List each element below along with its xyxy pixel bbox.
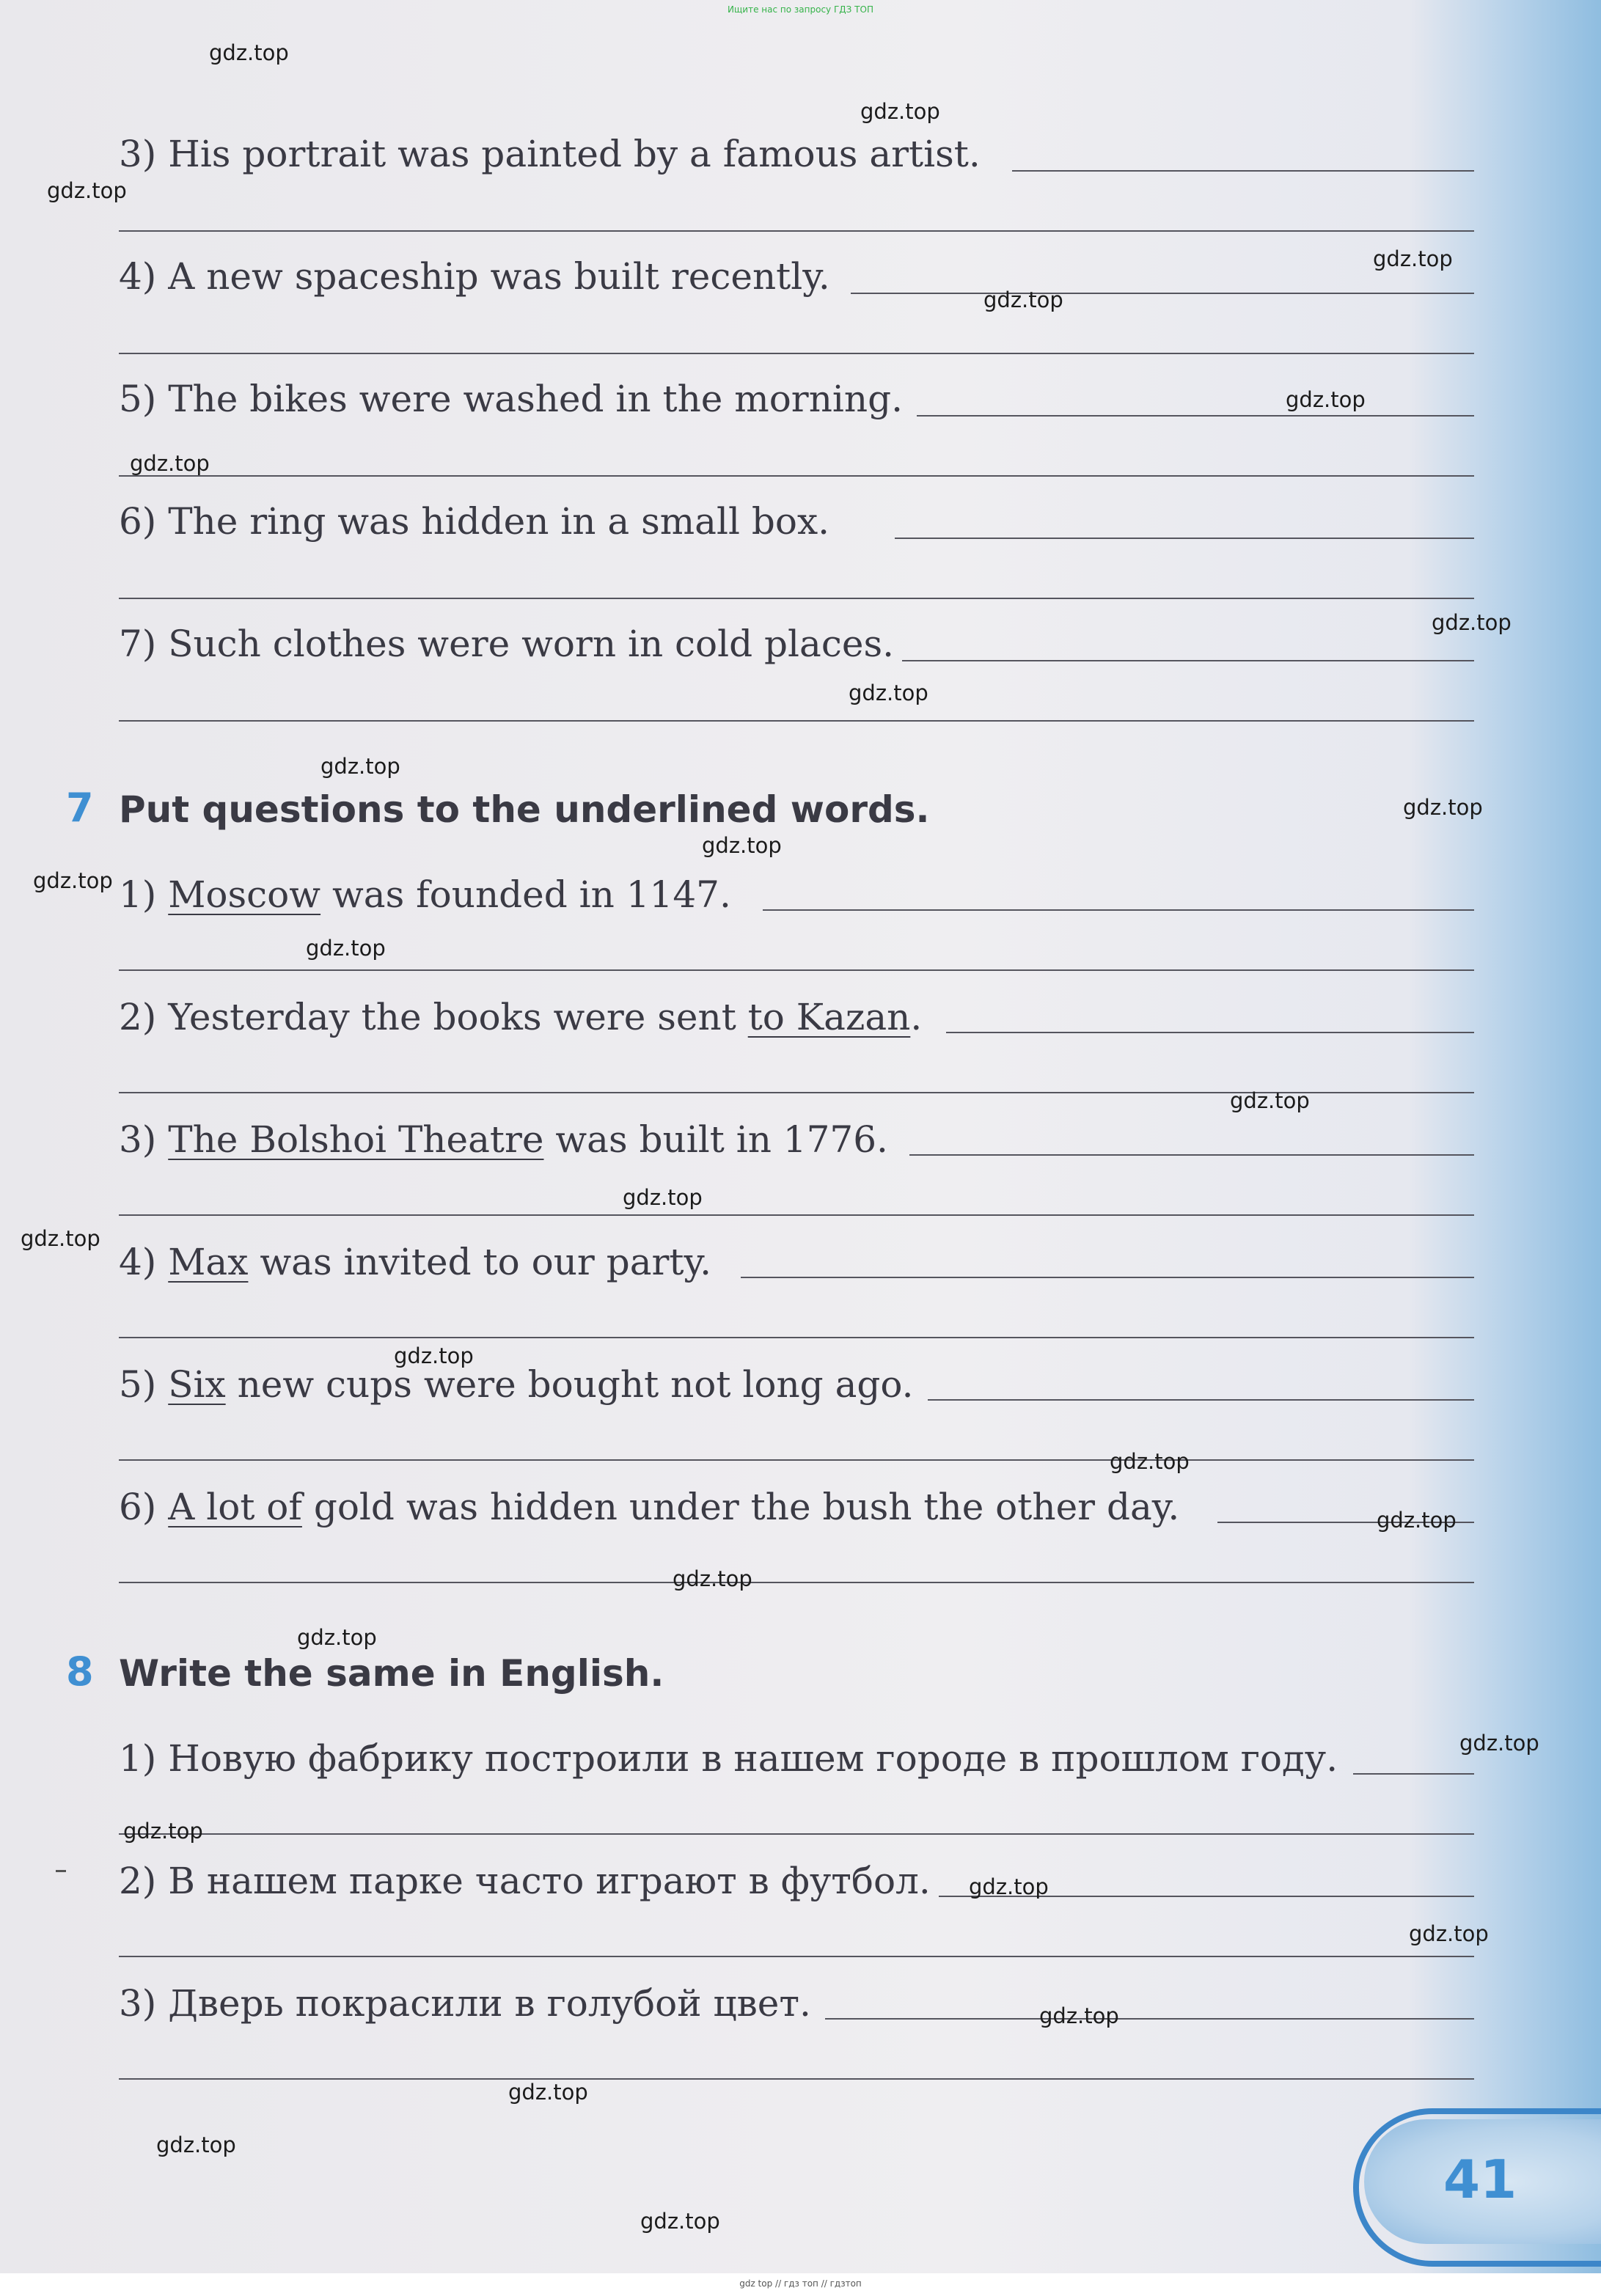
watermark: gdz.top — [1286, 387, 1366, 412]
margin-mark — [56, 1870, 66, 1872]
top-banner: Ищите нас по запросу ГДЗ ТОП — [728, 4, 873, 15]
answer-line — [119, 1582, 1474, 1583]
ex7-item-6: 6) A lot of gold was hidden under the bush the other day. — [119, 1486, 1180, 1528]
answer-line — [763, 909, 1474, 911]
answer-line — [119, 475, 1474, 477]
watermark: gdz.top — [394, 1343, 474, 1368]
answer-line — [119, 2078, 1474, 2080]
answer-line — [1353, 1773, 1474, 1775]
watermark: gdz.top — [702, 833, 782, 858]
watermark: gdz.top — [306, 936, 386, 961]
bottom-banner — [0, 2273, 1601, 2296]
watermark: gdz.top — [860, 99, 940, 124]
answer-line — [909, 1154, 1474, 1156]
watermark: gdz.top — [849, 681, 928, 705]
prev-item-6: 6) The ring was hidden in a small box. — [119, 500, 830, 543]
watermark: gdz.top — [123, 1819, 203, 1844]
answer-line — [946, 1032, 1474, 1033]
exercise-title: Write the same in English. — [119, 1652, 664, 1695]
watermark: gdz.top — [209, 40, 289, 65]
watermark: gdz.top — [508, 2080, 588, 2105]
answer-line — [741, 1277, 1474, 1278]
watermark: gdz.top — [1432, 610, 1512, 635]
ex7-item-4: 4) Max was invited to our party. — [119, 1241, 712, 1283]
bottom-banner-text: gdz top // гдз топ // гдзтоп — [739, 2278, 862, 2289]
watermark: gdz.top — [33, 868, 113, 893]
answer-line — [1012, 170, 1474, 172]
prev-item-4: 4) A new spaceship was built recently. — [119, 255, 830, 298]
watermark: gdz.top — [623, 1185, 703, 1210]
answer-line — [119, 1337, 1474, 1338]
ex7-item-2: 2) Yesterday the books were sent to Kazan. — [119, 996, 923, 1038]
ex7-item-3: 3) The Bolshoi Theatre was built in 1776. — [119, 1118, 888, 1161]
ex8-item-2: 2) В нашем парке часто играют в футбол. — [119, 1860, 931, 1902]
answer-line — [928, 1399, 1474, 1401]
watermark: gdz.top — [1403, 795, 1483, 820]
watermark: gdz.top — [320, 754, 400, 779]
answer-line — [825, 2018, 1474, 2020]
watermark: gdz.top — [673, 1566, 752, 1591]
answer-line — [119, 230, 1474, 232]
watermark: gdz.top — [1110, 1449, 1190, 1474]
prev-item-5: 5) The bikes were washed in the morning. — [119, 378, 903, 420]
answer-line — [119, 969, 1474, 971]
answer-line — [902, 660, 1474, 661]
watermark: gdz.top — [47, 178, 127, 203]
ex7-item-1: 1) Moscow was founded in 1147. — [119, 873, 731, 916]
ex7-item-5: 5) Six new cups were bought not long ago. — [119, 1363, 914, 1406]
watermark: gdz.top — [640, 2209, 720, 2234]
answer-line — [119, 1214, 1474, 1216]
watermark: gdz.top — [1230, 1088, 1310, 1113]
exercise-number: 7 — [66, 785, 94, 831]
watermark: gdz.top — [1373, 246, 1453, 271]
watermark: gdz.top — [297, 1625, 377, 1650]
exercise-number: 8 — [66, 1648, 94, 1695]
page-number: 41 — [1443, 2149, 1517, 2210]
answer-line — [119, 1956, 1474, 1957]
answer-line — [917, 415, 1474, 417]
exercise-title: Put questions to the underlined words. — [119, 788, 930, 831]
ex8-item-3: 3) Дверь покрасили в голубой цвет. — [119, 1982, 811, 2025]
answer-line — [851, 293, 1474, 294]
watermark: gdz.top — [969, 1874, 1049, 1899]
answer-line — [119, 353, 1474, 354]
watermark: gdz.top — [1039, 2003, 1119, 2028]
watermark: gdz.top — [130, 451, 210, 476]
watermark: gdz.top — [1409, 1921, 1489, 1946]
answer-line — [895, 538, 1474, 539]
prev-item-3: 3) His portrait was painted by a famous artist. — [119, 133, 981, 175]
watermark: gdz.top — [21, 1226, 100, 1251]
answer-line — [119, 720, 1474, 722]
answer-line — [119, 598, 1474, 599]
watermark: gdz.top — [983, 287, 1063, 312]
watermark: gdz.top — [1377, 1508, 1457, 1533]
watermark: gdz.top — [1459, 1731, 1539, 1756]
prev-item-7: 7) Such clothes were worn in cold places. — [119, 623, 895, 665]
ex8-item-1: 1) Новую фабрику построили в нашем городе в прошлом году. — [119, 1737, 1338, 1780]
answer-line — [119, 1833, 1474, 1835]
watermark: gdz.top — [156, 2132, 236, 2157]
answer-line — [119, 1459, 1474, 1461]
